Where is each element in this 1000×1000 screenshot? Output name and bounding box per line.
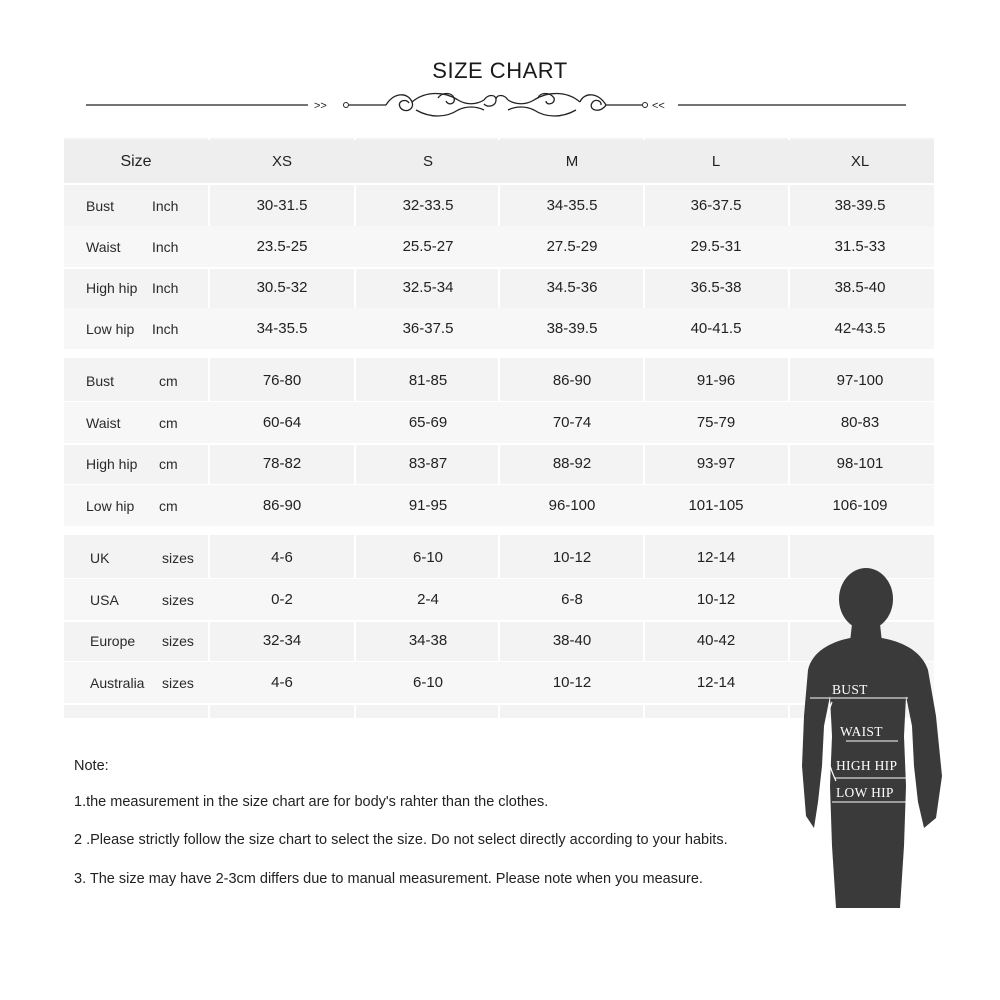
table-cell: 10-12 [696, 591, 736, 608]
table-cell: 30-31.5 [256, 197, 308, 214]
table-cell: 38-39.5 [546, 320, 598, 337]
row-unit-label: cm [159, 372, 178, 389]
row-measurement-label: USA [90, 591, 119, 608]
note-item: 3. The size may have 2-3cm differs due to manual measurement. Please note when you measure. [74, 871, 703, 887]
table-cell: 34-35.5 [256, 320, 308, 337]
table-cell: 91-96 [696, 372, 736, 389]
table-cell: 83-87 [408, 455, 448, 472]
row-unit-label: sizes [162, 591, 194, 608]
table-cell: 75-79 [696, 414, 736, 431]
table-cell: 78-82 [262, 455, 302, 472]
table-cell: 106-109 [832, 497, 888, 514]
table-cell: 6-10 [412, 549, 444, 566]
row-unit-label: Inch [152, 197, 179, 214]
table-cell: 36-37.5 [690, 197, 742, 214]
notes-heading: Note: [74, 758, 109, 774]
table-cell: 34-38 [408, 632, 448, 649]
table-cell: 10-12 [552, 674, 592, 691]
size-column-header: XL [850, 153, 870, 170]
table-cell: 70-74 [552, 414, 592, 431]
table-row [64, 185, 934, 228]
table-cell: 29.5-31 [690, 238, 742, 255]
page-title: SIZE CHART [432, 58, 568, 83]
table-cell: 2-4 [417, 591, 439, 608]
table-cell: 40-41.5 [690, 320, 742, 337]
table-cell: 4-6 [271, 549, 293, 566]
table-row [64, 226, 934, 269]
table-cell: 4-6 [271, 674, 293, 691]
table-cell: 91-95 [408, 497, 448, 514]
row-measurement-label: Bust [86, 372, 115, 389]
body-silhouette-figure [796, 566, 946, 911]
table-cell: 36.5-38 [690, 279, 742, 296]
low-hip-label: LOW HIP [836, 785, 894, 800]
size-header: Size [120, 152, 152, 170]
table-cell: 98-101 [836, 455, 884, 472]
table-row [64, 485, 934, 528]
table-cell: 6-10 [412, 674, 444, 691]
row-measurement-label: Low hip [86, 497, 135, 514]
left-arrows: >> [314, 100, 327, 112]
table-cell: 6-8 [561, 591, 583, 608]
table-cell: 31.5-33 [834, 238, 886, 255]
table-cell: 81-85 [408, 372, 448, 389]
right-arrows: << [652, 100, 665, 112]
row-unit-label: sizes [162, 549, 194, 566]
table-cell: 34.5-36 [546, 279, 598, 296]
table-cell: 32.5-34 [402, 279, 454, 296]
row-measurement-label: Bust [86, 197, 115, 214]
table-cell: 30.5-32 [256, 279, 308, 296]
table-cell: 93-97 [696, 455, 736, 472]
table-cell: 36-37.5 [402, 320, 454, 337]
table-row [64, 443, 934, 486]
table-row [64, 360, 934, 403]
table-cell: 0-2 [271, 591, 293, 608]
row-unit-label: sizes [162, 674, 194, 691]
row-measurement-label: High hip [86, 279, 138, 296]
note-item: 2 .Please strictly follow the size chart to select the size. Do not select directly according to your habits. [74, 832, 728, 848]
table-row [64, 267, 934, 310]
table-cell: 88-92 [552, 455, 592, 472]
table-cell: 23.5-25 [256, 238, 308, 255]
table-cell: 10-12 [552, 549, 592, 566]
row-measurement-label: UK [90, 549, 110, 566]
flourish-icon [386, 94, 606, 117]
table-cell: 80-83 [840, 414, 880, 431]
note-item: 1.the measurement in the size chart are for body's rahter than the clothes. [74, 794, 549, 810]
size-column-header: M [565, 153, 579, 170]
table-row [64, 308, 934, 351]
row-measurement-label: Waist [86, 238, 121, 255]
table-cell: 40-42 [696, 632, 736, 649]
table-cell: 27.5-29 [546, 238, 598, 255]
table-cell: 96-100 [548, 497, 596, 514]
table-cell: 97-100 [836, 372, 884, 389]
row-measurement-label: Low hip [86, 320, 135, 337]
table-cell: 38-40 [552, 632, 592, 649]
table-row [64, 140, 934, 185]
table-cell: 60-64 [262, 414, 302, 431]
size-column-header: S [422, 153, 433, 170]
high-hip-label: HIGH HIP [836, 758, 898, 773]
row-measurement-label: Australia [90, 674, 145, 691]
table-row [64, 402, 934, 445]
row-unit-label: sizes [162, 632, 194, 649]
row-unit-label: cm [159, 414, 178, 431]
table-cell: 86-90 [262, 497, 302, 514]
table-cell: 12-14 [696, 549, 736, 566]
waist-label: WAIST [840, 724, 883, 739]
table-cell: 32-34 [262, 632, 302, 649]
row-unit-label: Inch [152, 238, 179, 255]
table-cell: 101-105 [688, 497, 744, 514]
table-cell: 38-39.5 [834, 197, 886, 214]
size-column-header: L [711, 153, 721, 170]
table-cell: 25.5-27 [402, 238, 454, 255]
table-cell: 86-90 [552, 372, 592, 389]
row-unit-label: Inch [152, 279, 179, 296]
table-cell: 38.5-40 [834, 279, 886, 296]
table-cell: 12-14 [696, 674, 736, 691]
row-unit-label: Inch [152, 320, 179, 337]
table-cell: 76-80 [262, 372, 302, 389]
row-unit-label: cm [159, 455, 178, 472]
row-measurement-label: High hip [86, 455, 138, 472]
row-measurement-label: Waist [86, 414, 121, 431]
bust-label: BUST [832, 682, 868, 697]
table-cell: 32-33.5 [402, 197, 454, 214]
size-column-header: XS [271, 153, 292, 170]
row-measurement-label: Europe [90, 632, 136, 649]
row-unit-label: cm [159, 497, 178, 514]
ornamental-divider [86, 88, 906, 122]
table-cell: 34-35.5 [546, 197, 598, 214]
table-cell: 42-43.5 [834, 320, 886, 337]
table-cell: 65-69 [408, 414, 448, 431]
